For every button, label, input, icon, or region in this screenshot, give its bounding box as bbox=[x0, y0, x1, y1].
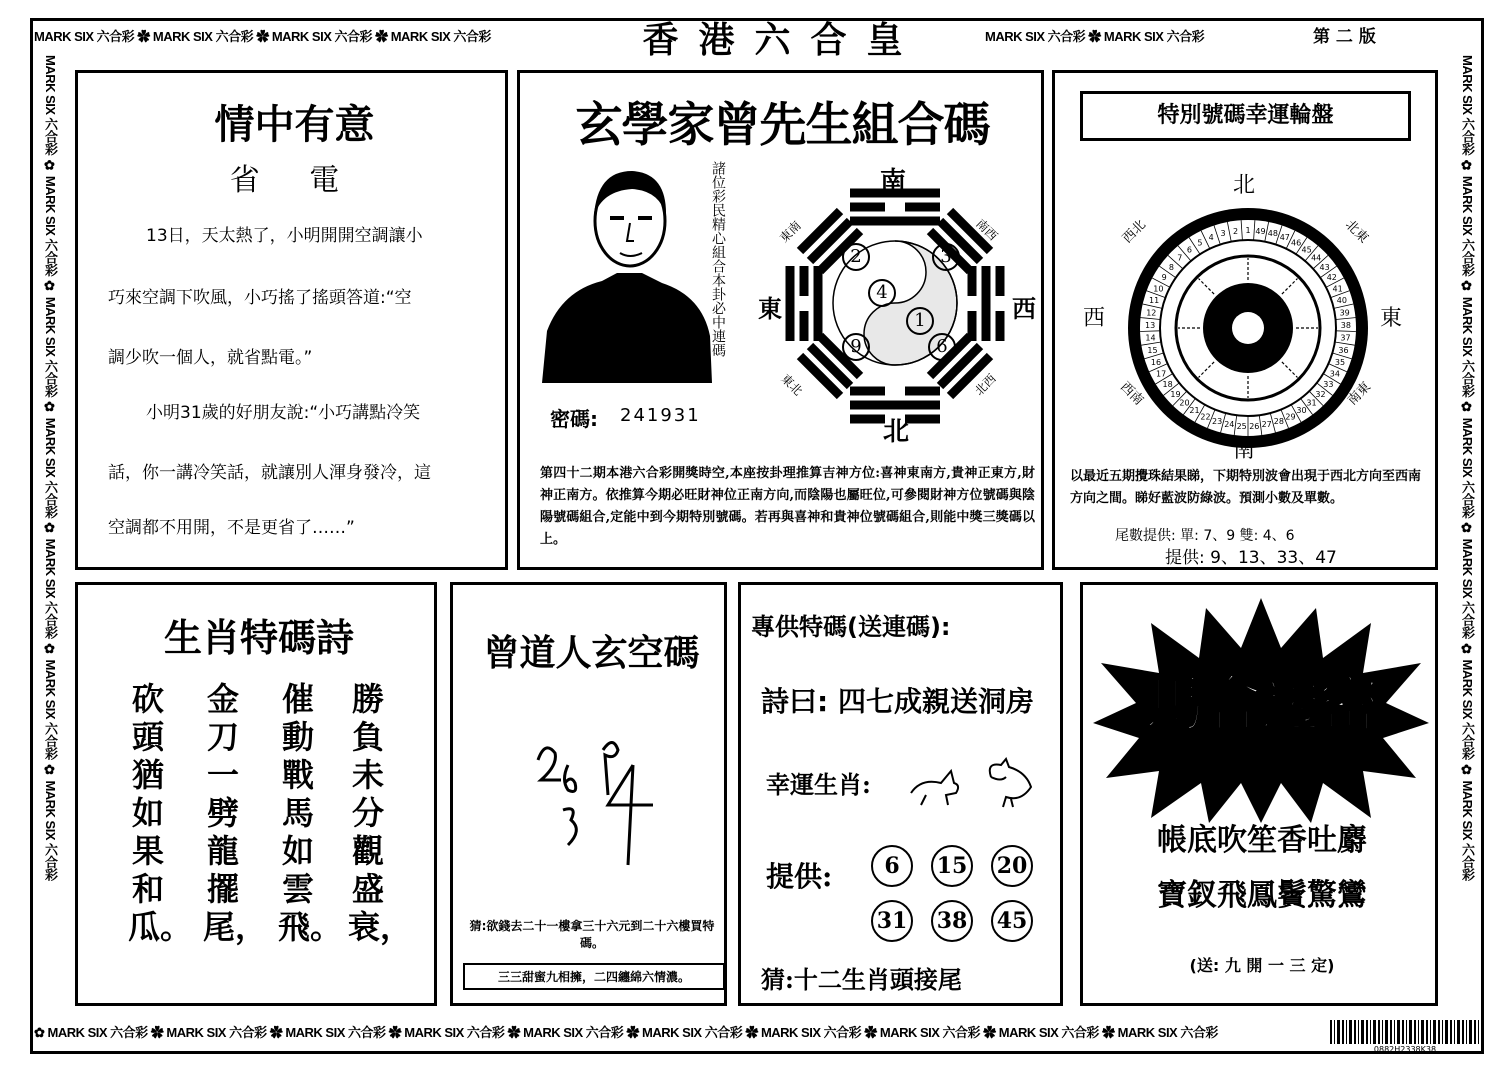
wheel-number: 39 bbox=[1339, 308, 1350, 318]
special-guess: 猜:十二生肖頭接尾 bbox=[761, 965, 962, 994]
number-ball: 45 bbox=[991, 900, 1033, 942]
portrait-image bbox=[542, 161, 712, 383]
special-provide-label: 提供: bbox=[766, 860, 833, 893]
panel-joke bbox=[75, 70, 508, 570]
wheel-number: 6 bbox=[1186, 245, 1192, 255]
joke-subtitle: 省 電 bbox=[229, 163, 360, 198]
joke-line: 巧來空調下吹風，小巧搖了搖頭答道:“空 bbox=[108, 288, 412, 308]
wheel-tail-provide: 尾數提供: 單: 7、9 雙: 4、6 bbox=[1115, 528, 1295, 544]
wheel-number: 29 bbox=[1285, 412, 1296, 422]
wheel-number: 38 bbox=[1340, 320, 1351, 330]
wheel-northeast: 北東 bbox=[1342, 217, 1372, 247]
page-title: 香港六合皇 bbox=[642, 19, 923, 61]
wheel-title: 特別號碼幸運輪盤 bbox=[1080, 91, 1411, 141]
number-ball: 20 bbox=[991, 845, 1033, 887]
mystic-code-title: 曾道人玄空碼 bbox=[483, 633, 700, 674]
combination-paragraph: 第四十二期本港六合彩開獎時空,本座按卦理推算吉神方位:喜神東南方,貴神正東方,財神正南方。依推算今期必旺財神位正南方向,而陰陽也屬旺位,可參閱財神方位號碼與陰陽號碼組合,定能中到今期特別號碼。若再與喜神和貴神位號碼組合,則能中獎三獎碼以上。 bbox=[540, 466, 1035, 547]
wheel-number: 48 bbox=[1267, 229, 1278, 239]
wheel-southeast: 南東 bbox=[1344, 379, 1374, 409]
wheel-number: 14 bbox=[1145, 333, 1156, 343]
wheel-number: 28 bbox=[1273, 417, 1284, 426]
wheel-number: 32 bbox=[1315, 389, 1326, 399]
wheel-number: 4 bbox=[1208, 233, 1214, 243]
mystic-riddle: 猜:欲錢去二十一樓拿三十六元到二十六樓買特碼。 bbox=[469, 919, 715, 950]
panel-zodiac-poem bbox=[75, 582, 437, 1006]
joke-line: 小明31歲的好朋友說:“小巧講點冷笑 bbox=[146, 403, 421, 423]
wheel-number: 45 bbox=[1301, 245, 1312, 255]
wheel-west: 西 bbox=[1083, 306, 1106, 331]
wheel-number: 2 bbox=[1232, 226, 1239, 236]
wheel-number: 30 bbox=[1296, 406, 1307, 416]
number-ball: 38 bbox=[931, 900, 973, 942]
brand-strip-right: MARK SIX 六合彩 ✿ MARK SIX 六合彩 ✿ MARK SIX 六合彩 ✿ MARK SIX 六合彩 ✿ MARK SIX 六合彩 ✿ MARK SIX 六合彩 ✿ MARK SIX 六合彩 bbox=[1460, 55, 1475, 881]
panel-combination bbox=[517, 70, 1044, 570]
wheel-number: 43 bbox=[1319, 262, 1330, 272]
wheel-number: 12 bbox=[1146, 308, 1157, 318]
poem-column: 金刀一劈龍擺尾， bbox=[203, 680, 268, 946]
wheel-number: 11 bbox=[1149, 296, 1160, 306]
joke-title: 情中有意 bbox=[214, 101, 375, 148]
wheel-northwest: 西北 bbox=[1119, 217, 1149, 247]
bagua-north: 北 bbox=[883, 417, 910, 447]
wheel-number: 1 bbox=[1245, 226, 1251, 235]
wheel-number: 46 bbox=[1291, 238, 1302, 248]
bagua-number: 6 bbox=[928, 333, 956, 361]
bagua-diagram bbox=[758, 161, 1036, 447]
number-ball: 6 bbox=[871, 845, 913, 887]
wheel-number: 25 bbox=[1236, 421, 1247, 431]
panel-jockey-secret bbox=[1080, 582, 1438, 1006]
secret-line: 帳底吹笙香吐麝 bbox=[1157, 823, 1367, 858]
secret-line: 寶釵飛鳳鬢驚鸞 bbox=[1157, 878, 1367, 913]
zodiac-poem-title: 生肖特碼詩 bbox=[163, 615, 354, 660]
barcode-number: 0882H2338K38 bbox=[1373, 1045, 1437, 1054]
wheel-number: 47 bbox=[1279, 233, 1290, 243]
wheel-number: 33 bbox=[1323, 380, 1334, 390]
wheel-south: 南 bbox=[1233, 438, 1256, 463]
wheel-number: 15 bbox=[1147, 345, 1158, 355]
wheel-number: 34 bbox=[1329, 369, 1340, 379]
wheel-number: 7 bbox=[1177, 253, 1183, 263]
wheel-number: 13 bbox=[1145, 320, 1156, 330]
poem-column: 勝負未分觀盛衰， bbox=[348, 680, 413, 946]
wheel-number: 44 bbox=[1311, 253, 1322, 263]
bagua-number: 2 bbox=[842, 243, 870, 271]
bagua-northeast: 東北 bbox=[778, 371, 806, 399]
joke-line: 空調都不用開，不是更省了……” bbox=[108, 518, 355, 538]
wheel-number: 18 bbox=[1162, 380, 1173, 390]
edition-label: 第 二 版 bbox=[1313, 27, 1376, 47]
poem-column: 砍頭猶如果和瓜。 bbox=[128, 680, 193, 946]
wheel-number: 36 bbox=[1338, 345, 1349, 355]
wheel-number: 5 bbox=[1197, 238, 1203, 248]
barcode bbox=[1330, 1020, 1480, 1044]
wheel-number: 20 bbox=[1179, 398, 1190, 408]
combination-title: 玄學家曾先生組合碼 bbox=[575, 98, 990, 153]
number-ball: 31 bbox=[871, 900, 913, 942]
wheel-number: 26 bbox=[1249, 421, 1260, 431]
wheel-number: 42 bbox=[1326, 273, 1337, 283]
wheel-north: 北 bbox=[1233, 173, 1256, 198]
bagua-south: 南 bbox=[880, 167, 907, 197]
wheel-number: 19 bbox=[1170, 389, 1181, 399]
bagua-number: 4 bbox=[868, 279, 896, 307]
joke-line: 話，你一講冷笑話，就讓別人渾身發冷，這 bbox=[108, 463, 431, 483]
wheel-paragraph: 以最近五期攪珠結果睇，下期特別波會出現于西北方向至西南方向之間。睇好藍波防綠波。預測小數及單數。 bbox=[1070, 469, 1422, 506]
wheel-number: 23 bbox=[1212, 417, 1223, 426]
code-label: 密碼: bbox=[550, 407, 598, 431]
bagua-northwest: 北西 bbox=[971, 371, 999, 399]
brand-strip-left: MARK SIX 六合彩 ✿ MARK SIX 六合彩 ✿ MARK SIX 六合彩 ✿ MARK SIX 六合彩 ✿ MARK SIX 六合彩 ✿ MARK SIX 六合彩 ✿ MARK SIX 六合彩 bbox=[43, 55, 58, 881]
wheel-number: 16 bbox=[1150, 357, 1162, 367]
combination-side-text: 諸位彩民精心組合本卦必中連碼 bbox=[710, 161, 726, 357]
wheel-number: 41 bbox=[1332, 284, 1343, 294]
wheel-number: 22 bbox=[1200, 412, 1211, 422]
brand-strip-bottom: ✿ MARK SIX 六合彩 ✿ MARK SIX 六合彩 ✿ MARK SIX 六合彩 ✿ MARK SIX 六合彩 ✿ MARK SIX 六合彩 ✿ MARK SIX 六合彩 ✿ MARK SIX 六合彩 ✿ MARK SIX 六合彩 ✿ MARK SIX 六合彩 ✿ MARK SIX 六合彩 bbox=[34, 1025, 1218, 1040]
joke-line: 13日，天太熱了，小明開開空調讓小 bbox=[146, 226, 423, 246]
wheel-number: 31 bbox=[1306, 398, 1317, 408]
rooster-icon bbox=[981, 757, 1041, 809]
bagua-southwest: 南西 bbox=[973, 216, 1001, 244]
bagua-number: 3 bbox=[932, 243, 960, 271]
wheel-number: 8 bbox=[1168, 262, 1174, 272]
bagua-number: 1 bbox=[906, 307, 934, 335]
bagua-east: 東 bbox=[758, 294, 782, 323]
wheel-southwest: 西南 bbox=[1117, 379, 1147, 409]
starburst-text: 馬會透密 bbox=[1145, 670, 1377, 740]
wheel-number: 24 bbox=[1224, 420, 1235, 430]
rabbit-icon bbox=[906, 763, 966, 808]
secret-note: (送: 九 開 一 三 定) bbox=[1189, 956, 1335, 975]
wheel-number: 17 bbox=[1156, 369, 1167, 379]
wheel-number-provide: 提供: 9、13、33、47 bbox=[1165, 548, 1337, 568]
wheel-number: 9 bbox=[1161, 273, 1167, 283]
wheel-number: 27 bbox=[1261, 420, 1272, 430]
number-ball: 15 bbox=[931, 845, 973, 887]
mystic-verse: 三三甜蜜九相擁，二四纏綿六情濃。 bbox=[463, 963, 725, 990]
wheel-number: 3 bbox=[1220, 229, 1226, 239]
wheel-number: 10 bbox=[1153, 284, 1164, 294]
handwritten-scribble bbox=[533, 735, 663, 875]
special-code-title: 專供特碼(送連碼): bbox=[751, 613, 951, 641]
brand-strip-top: MARK SIX 六合彩 ✿ MARK SIX 六合彩 ✿ MARK SIX 六合彩 ✿ MARK SIX 六合彩 bbox=[34, 29, 491, 44]
panel-wheel bbox=[1052, 70, 1438, 570]
lucky-zodiac-label: 幸運生肖: bbox=[766, 770, 871, 799]
poem-column: 催動戰馬如雲飛。 bbox=[278, 680, 343, 946]
wheel-number: 40 bbox=[1336, 296, 1347, 306]
special-code-poem: 詩曰: 四七成親送洞房 bbox=[761, 685, 1034, 718]
joke-line: 調少吹一個人，就省點電。” bbox=[108, 348, 313, 368]
wheel-number: 37 bbox=[1340, 333, 1351, 343]
brand-strip-top-right: MARK SIX 六合彩 ✿ MARK SIX 六合彩 bbox=[985, 29, 1205, 44]
bagua-number: 9 bbox=[842, 333, 870, 361]
wheel-number: 21 bbox=[1189, 406, 1200, 416]
wheel-number: 35 bbox=[1334, 357, 1346, 367]
bagua-southeast: 東南 bbox=[776, 218, 804, 246]
panel-special-code bbox=[738, 582, 1063, 1006]
wheel-number: 49 bbox=[1255, 226, 1266, 236]
wheel-east: 東 bbox=[1380, 306, 1403, 331]
panel-mystic-code bbox=[450, 582, 727, 1006]
bagua-west: 西 bbox=[1012, 294, 1036, 323]
code-value: 241931 bbox=[620, 405, 701, 426]
